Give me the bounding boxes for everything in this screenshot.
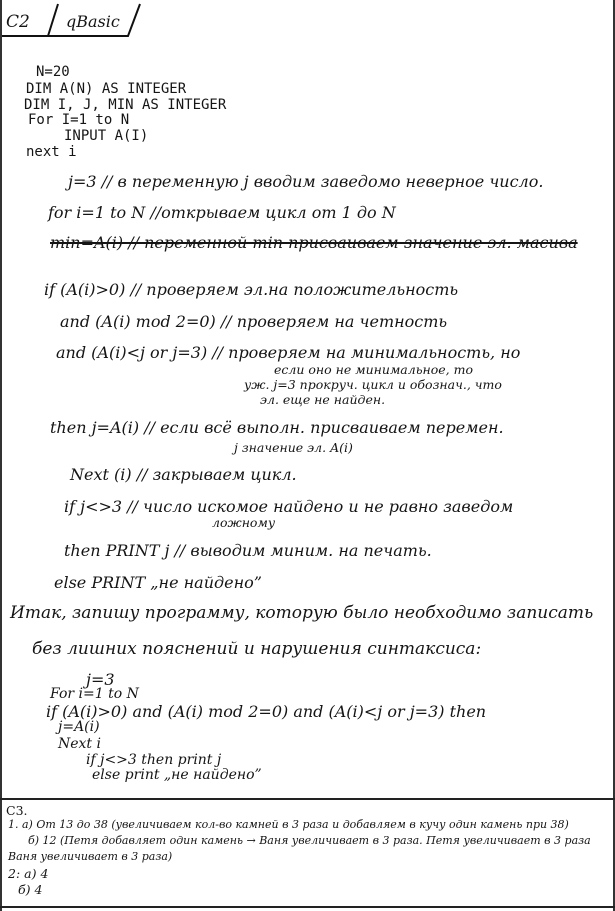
declaration-line: next i xyxy=(26,144,77,160)
declaration-line: N=20 xyxy=(36,64,70,80)
annotated-line: if j<>3 // число искомое найдено и не равно заведом xyxy=(64,497,514,516)
section-label: C2 xyxy=(6,12,30,32)
language-label: qBasic xyxy=(66,12,120,31)
program-line: else print „не найдено” xyxy=(92,767,262,783)
annotated-line: j=3 // в переменную j вводим заведомо неверное число. xyxy=(68,172,544,191)
section-divider xyxy=(0,798,615,800)
c3-line: 2: а) 4 xyxy=(8,866,49,881)
annotated-line: and (A(i) mod 2=0) // проверяем на четность xyxy=(60,312,448,331)
annotated-line: for i=1 to N //открываем цикл от 1 до N xyxy=(48,203,396,222)
crossed-out-line: min=A(i) // переменной min присваиваем значение эл. масива xyxy=(50,233,578,252)
annotated-line: then j=A(i) // если всё выполн. присваиваем перемен. xyxy=(50,418,504,437)
annotated-line: if (A(i)>0) // проверяем эл.на положительность xyxy=(44,280,459,299)
program-line: if (A(i)>0) and (A(i) mod 2=0) and (A(i)<j or j=3) then xyxy=(46,702,487,721)
left-margin-line xyxy=(0,0,2,911)
annotated-line: and (A(i)<j or j=3) // проверяем на минимальность, но xyxy=(56,343,521,362)
c3-line: 1. а) От 13 до 38 (увеличиваем кол-во камней в 3 раза и добавляем в кучу один камень при 38) xyxy=(8,818,569,831)
program-line: j=A(i) xyxy=(58,719,100,735)
annotated-line: Next (i) // закрываем цикл. xyxy=(70,465,297,484)
annotated-line: then PRINT j // выводим миним. на печать. xyxy=(64,541,432,560)
program-line: For i=1 to N xyxy=(50,686,139,702)
c3-line: б) 12 (Петя добавляет один камень → Ваня увеличивает в 3 раза. Петя увеличивает в 3 раза xyxy=(28,834,591,847)
declaration-line: DIM A(N) AS INTEGER xyxy=(26,81,187,97)
annotated-line: ложному xyxy=(212,515,276,530)
annotated-line: j значение эл. A(i) xyxy=(234,440,353,455)
annotated-line: уж. j=3 прокруч. цикл и обознач., что xyxy=(244,377,502,392)
annotated-line: эл. еще не найден. xyxy=(260,392,386,407)
declaration-line: For I=1 to N xyxy=(28,112,130,128)
summary-line: без лишних пояснений и нарушения синтаксиса: xyxy=(32,639,482,659)
c3-line: Ваня увеличивает в 3 раза) xyxy=(8,850,173,863)
annotated-line: если оно не минимальное, то xyxy=(274,362,474,377)
program-line: j=3 xyxy=(86,670,115,689)
program-line: if j<>3 then print j xyxy=(86,752,222,768)
bottom-border xyxy=(0,906,615,908)
declaration-line: INPUT A(I) xyxy=(64,128,149,144)
summary-line: Итак, запишу программу, которую было необходимо записать xyxy=(10,603,594,623)
declaration-line: DIM I, J, MIN AS INTEGER xyxy=(24,97,227,113)
c3-label: C3. xyxy=(6,803,28,818)
c3-line: б) 4 xyxy=(18,882,43,897)
program-line: Next i xyxy=(58,736,101,752)
annotated-line: else PRINT „не найдено” xyxy=(54,573,262,592)
